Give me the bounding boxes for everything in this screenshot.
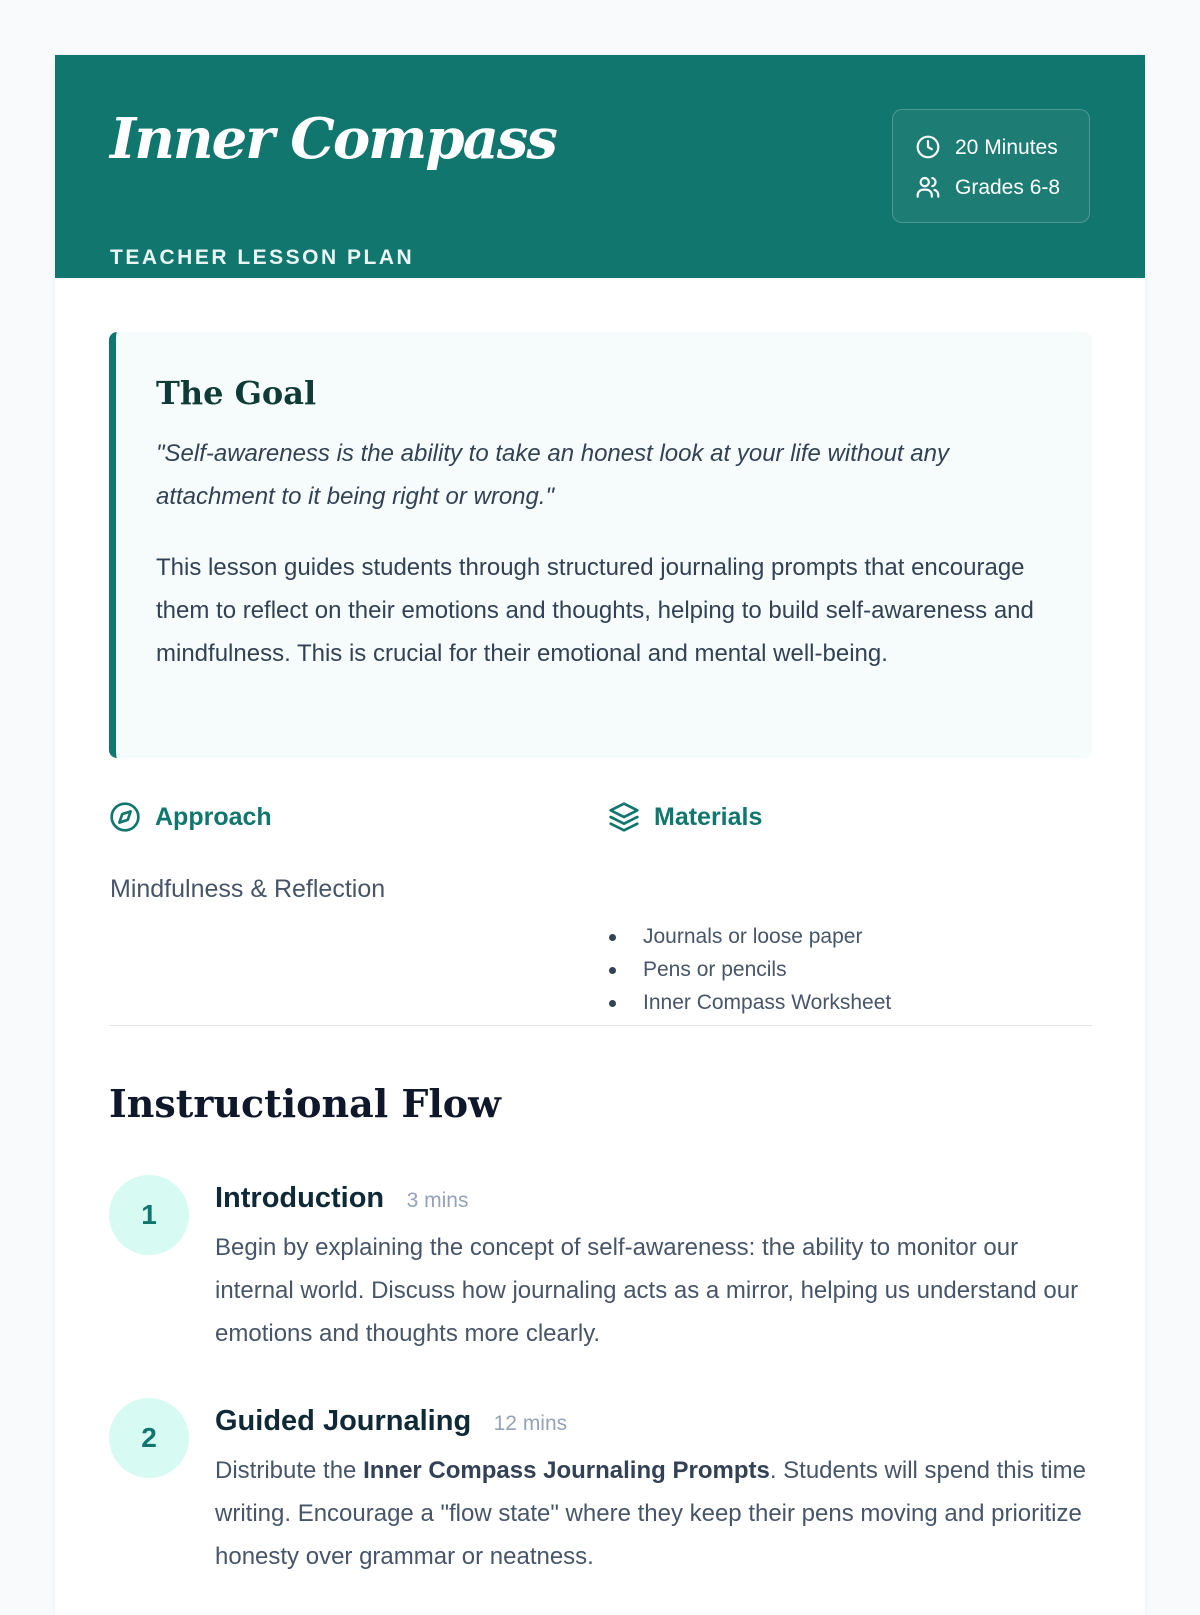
list-item: Inner Compass Worksheet	[623, 986, 891, 1019]
goal-quote: "Self-awareness is the ability to take an honest look at your life without any attachment to it being right or wrong."	[156, 440, 949, 510]
step-duration: 12 mins	[493, 1412, 568, 1435]
bullet-icon	[609, 934, 616, 941]
list-item: Journals or loose paper	[623, 920, 891, 953]
bullet-icon	[609, 967, 616, 974]
step-description-start: Distribute the	[215, 1457, 364, 1484]
step-description: Begin by explaining the concept of self-awareness: the ability to monitor our internal world. Discuss how journaling acts as a mirror, helping us understand our emotions and thoughts more clearly.	[215, 1234, 1079, 1347]
duration-text: 20 Minutes	[955, 135, 1058, 159]
goal-title: The Goal	[156, 374, 317, 412]
clock-icon	[915, 134, 941, 160]
step-description-emphasis: Inner Compass Journaling Prompts	[363, 1457, 770, 1484]
list-item: Pens or pencils	[623, 953, 891, 986]
compass-icon	[109, 801, 141, 833]
step-header	[215, 1405, 567, 1438]
approach-label: Approach	[155, 802, 272, 831]
duration-row	[915, 134, 1058, 160]
grades-text: Grades 6-8	[955, 175, 1061, 199]
instructional-flow-title: Instructional Flow	[109, 1081, 501, 1126]
section-divider	[109, 1025, 1092, 1026]
step-title: Introduction	[215, 1182, 385, 1214]
step-number-badge: 1	[109, 1175, 189, 1255]
step-description-end: . Students will spend this time writing. Encourage a "flow state" where they keep their pens moving and prioritize honesty over grammar or neatness.	[215, 1457, 1086, 1570]
step-description	[215, 1449, 1095, 1578]
bullet-icon	[609, 1000, 616, 1007]
users-icon	[915, 174, 941, 200]
lesson-title: Inner Compass	[110, 106, 556, 172]
lesson-plan-card	[55, 55, 1145, 1615]
goal-description: This lesson guides students through structured journaling prompts that encourage them to reflect on their emotions and thoughts, helping to build self-awareness and mindfulness. This is crucial for their emotional and mental well-being.	[156, 554, 1034, 667]
lesson-meta-box	[892, 109, 1090, 223]
approach-value: Mindfulness & Reflection	[110, 875, 386, 903]
step-title: Guided Journaling	[215, 1405, 472, 1437]
materials-list	[623, 920, 891, 1019]
materials-label: Materials	[654, 802, 763, 831]
goal-section	[109, 332, 1092, 758]
lesson-subtitle: TEACHER LESSON PLAN	[110, 246, 415, 269]
materials-heading	[608, 801, 762, 833]
step-number-badge: 2	[109, 1398, 189, 1478]
lesson-header	[55, 55, 1145, 278]
layers-icon	[608, 801, 640, 833]
step-duration: 3 mins	[406, 1189, 469, 1212]
approach-heading	[109, 801, 272, 833]
grades-row	[915, 174, 1060, 200]
step-header	[215, 1182, 468, 1215]
